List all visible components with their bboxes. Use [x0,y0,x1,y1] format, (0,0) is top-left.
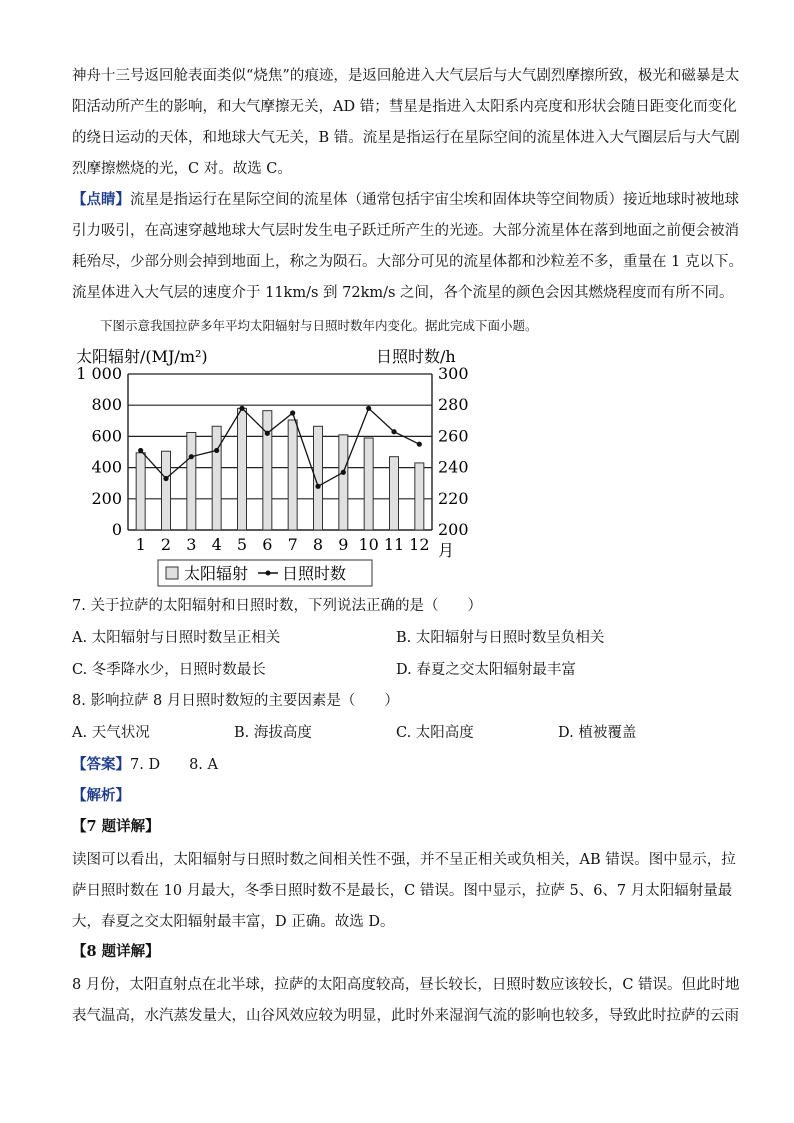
radiation-bar [162,451,171,530]
radiation-bar [415,463,424,530]
left-tick-label: 400 [91,457,122,477]
sunshine-point [341,470,346,475]
sunshine-point [315,484,320,489]
grid-lines [128,374,432,530]
text-line: 表气温高，水汽蒸发量大，山谷风效应较为明显，此时外来湿润气流的影响也较多，导致此时拉萨的云雨 [72,1008,739,1024]
analysis-tag: 【解析】 [72,788,130,804]
right-tick-label: 220 [438,488,469,508]
q7-option-c[interactable]: C. 冬季降水少，日照时数最长 [72,662,266,678]
text-line: 烈摩擦燃烧的光，C 对。故选 C。 [72,161,292,177]
sunshine-point [417,442,422,447]
q8-option-b[interactable]: B. 海拔高度 [234,725,312,741]
legend-bar-label: 太阳辐射 [184,564,249,583]
sunshine-point [189,454,194,459]
sunshine-point [366,406,371,411]
text-line: 的绕日运动的天体，和地球大气无关，B 错。流星是指运行在星际空间的流星体进入大气圈层后与大气剧 [72,130,740,146]
explanation-paragraph [72,61,740,185]
radiation-bar [364,438,373,530]
month-tick-label: 8 [312,535,324,554]
radiation-bar [136,453,145,530]
text-line: 引力吸引，在高速穿越地球大气层时发生电子跃迁所产生的光迹。大部分流星体在落到地面之前便会被消 [72,223,739,239]
left-tick-label: 800 [91,395,122,415]
legend-bar-swatch [166,567,178,579]
left-tick-label: 200 [91,488,122,508]
sunshine-point [214,448,219,453]
question-8-stem: 8. 影响拉萨 8 月日照时数短的主要因素是（ ） [72,693,399,709]
q8-detail-tag: 【8 题详解】 [72,943,160,960]
chart-caption: 下图示意我国拉萨多年平均太阳辐射与日照时数年内变化。据此完成下面小题。 [100,318,538,333]
q8-option-c[interactable]: C. 太阳高度 [396,725,474,741]
month-tick-label: 11 [383,535,405,554]
radiation-bar [263,411,272,530]
text-line: 读图可以看出，太阳辐射与日照时数之间相关性不强，并不呈正相关或负相关，AB 错误。图中显示，拉 [72,852,736,868]
question-7-stem: 7. 关于拉萨的太阳辐射和日照时数，下列说法正确的是（ ） [72,598,482,614]
dianjing-tag: 【点睛】 [72,192,130,208]
legend-line-label: 日照时数 [282,564,347,583]
right-tick-label: 200 [438,520,469,539]
right-tick-label: 260 [438,426,469,446]
radiation-bar [238,408,247,530]
text-line: 耗殆尽，少部分则会掉到地面上，称之为陨石。大部分可见的流星体都和沙粒差不多，重量在 1 克以下。 [72,254,743,270]
answer-line [72,753,218,774]
q8-option-d[interactable]: D. 植被覆盖 [558,725,637,741]
q7-option-d[interactable]: D. 春夏之交太阳辐射最丰富 [396,662,576,678]
month-tick-label: 2 [160,535,172,554]
sunshine-point [391,429,396,434]
q7-detail-paragraph [72,845,736,938]
sunshine-point [290,410,295,415]
right-tick-label: 300 [438,364,469,383]
month-tick-label: 7 [287,535,298,554]
q8-detail-paragraph [72,970,740,1032]
sunshine-point [138,448,143,453]
month-tick-label: 5 [236,535,248,554]
line-series [138,406,422,489]
left-axis-label: 太阳辐射/(MJ/m²) [76,347,208,366]
sunshine-point [265,431,270,436]
text-line: 萨日照时数在 10 月最大，冬季日照时数不是最长，C 错误。图中显示，拉萨 5、6、7 月太阳辐射量最 [72,883,733,899]
answer-tag: 【答案】 [72,757,130,773]
left-tick-label: 0 [111,520,122,539]
x-unit-label: 月 [438,541,455,560]
text-line: 大，春夏之交太阳辐射最丰富，D 正确。故选 D。 [72,914,395,930]
q7-option-a[interactable]: A. 太阳辐射与日照时数呈正相关 [72,630,281,646]
q8-option-a[interactable]: A. 天气状况 [72,725,150,741]
radiation-bar [212,426,221,530]
sunshine-line [141,408,420,486]
month-tick-label: 4 [211,535,222,554]
q7-option-b[interactable]: B. 太阳辐射与日照时数呈负相关 [396,630,605,646]
dianjing-paragraph [72,185,743,309]
sunshine-point [239,406,244,411]
right-tick-label: 240 [438,457,469,477]
month-tick-label: 10 [358,535,379,554]
left-tick-label: 600 [91,426,122,446]
legend-line-marker [266,571,271,576]
text-line: 阳活动所产生的影响，和大气摩擦无关，AD 错；彗星是指进入太阳系内亮度和形状会随日距变化而变化 [72,99,737,115]
bar-series [136,408,424,530]
month-tick-label: 12 [409,535,430,554]
radiation-sunshine-chart [66,340,506,590]
radiation-bar [339,435,348,530]
right-axis-label: 日照时数/h [376,347,456,366]
answer-text: 7. D 8. A [130,757,218,773]
tick-labels [76,364,468,554]
sunshine-point [163,476,168,481]
month-tick-label: 9 [338,535,349,554]
legend [158,560,372,586]
month-tick-label: 3 [186,535,197,554]
text-line: 8 月份，太阳直射点在北半球，拉萨的太阳高度较高，昼长较长，日照时数应该较长，C 错误。但此时地 [72,977,740,993]
text-line: 流星是指运行在星际空间的流星体（通常包括宇宙尘埃和固体块等空间物质）接近地球时被地球 [130,192,739,208]
text-line: 神舟十三号返回舱表面类似“烧焦”的痕迹，是返回舱进入大气层后与大气剧烈摩擦所致，极光和磁暴是太 [72,68,740,84]
q7-detail-tag: 【7 题详解】 [72,818,160,835]
right-tick-label: 280 [438,395,469,415]
left-tick-label: 1 000 [76,364,122,383]
month-tick-label: 1 [135,535,146,554]
radiation-bar [288,420,297,530]
month-tick-label: 6 [262,535,273,554]
radiation-bar [390,457,399,530]
text-line: 流星体进入大气层的速度介于 11km/s 到 72km/s 之间，各个流星的颜色会因其燃烧程度而有所不同。 [72,285,734,301]
radiation-bar [187,433,196,531]
